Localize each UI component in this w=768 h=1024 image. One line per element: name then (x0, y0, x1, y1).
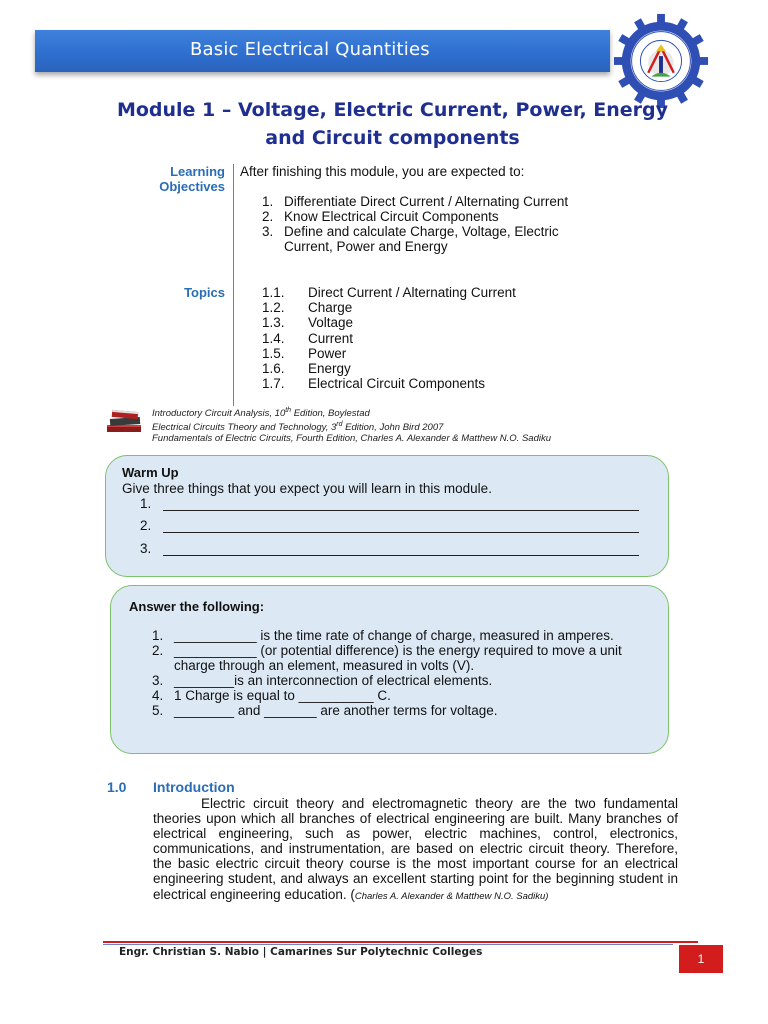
module-title (100, 96, 685, 152)
footer-rule-secondary (103, 944, 673, 945)
reference-item: Fundamentals of Electric Circuits, Fourth Edition, Charles A. Alexander & Matthew N.O. Sadiku (152, 433, 551, 445)
warm-up-answer-line[interactable]: 2. (140, 518, 639, 533)
list-item: 1.3. Voltage (262, 315, 354, 331)
module-title-line2: and Circuit components (265, 127, 520, 149)
warm-up-answer-line[interactable]: 3. (140, 541, 639, 556)
question-item: 1. ___________ is the time rate of change of charge, measured in amperes. (152, 628, 614, 643)
warm-up-box (105, 455, 669, 577)
topics-list (262, 285, 516, 391)
question-item: 2. ___________ (or potential difference) is the energy required to move a unit charge through an element, measured in volts (V). (152, 643, 622, 673)
objectives-list (262, 194, 622, 254)
footer-school: Camarines Sur Polytechnic Colleges (270, 946, 483, 958)
warm-up-title: Warm Up (122, 465, 179, 480)
section-number: 1.0 (107, 779, 127, 795)
question-item: 4. 1 Charge is equal to __________ C. (152, 688, 391, 703)
references (152, 405, 551, 444)
list-item: 1. Differentiate Direct Current / Alternating Current (262, 194, 569, 209)
list-item: 1.2. Charge (262, 300, 353, 316)
list-item: 1.5. Power (262, 345, 347, 361)
answer-list (152, 628, 652, 718)
topics-label: Topics (184, 285, 225, 300)
header-banner (35, 30, 610, 72)
footer-credit (119, 946, 482, 958)
section-divider (233, 164, 234, 406)
answer-title: Answer the following: (129, 599, 265, 614)
answer-box (110, 585, 669, 754)
banner-title: Basic Electrical Quantities (190, 39, 430, 60)
list-item: 1.7. Electrical Circuit Components (262, 376, 486, 392)
list-item: 3. Define and calculate Charge, Voltage, Electric Current, Power and Energy (262, 224, 559, 254)
question-item: 3. ________is an interconnection of electrical elements. (152, 673, 493, 688)
list-item: 2. Know Electrical Circuit Components (262, 209, 499, 224)
section-title: Introduction (153, 779, 235, 795)
objectives-intro: After finishing this module, you are expected to: (240, 164, 525, 179)
module-title-line1: Module 1 – Voltage, Electric Current, Power, Energy (116, 99, 669, 121)
list-item: 1.4. Current (262, 330, 354, 346)
warm-up-answer-line[interactable]: 1. (140, 496, 639, 511)
reference-item: Electrical Circuits Theory and Technology, 3rd Edition, John Bird 2007 (152, 421, 444, 434)
footer-rule (103, 941, 698, 943)
warm-up-prompt: Give three things that you expect you will learn in this module. (122, 481, 492, 496)
list-item: 1.1. Direct Current / Alternating Current (262, 285, 516, 300)
question-item: 5. ________ and _______ are another terms for voltage. (152, 703, 498, 718)
introduction-citation: Charles A. Alexander & Matthew N.O. Sadiku) (354, 890, 549, 902)
page-number: 1 (679, 945, 723, 973)
reference-item: Introductory Circuit Analysis, 10th Edition, Boylestad (152, 407, 370, 420)
books-icon (104, 405, 144, 435)
objectives-label: Learning Objectives (159, 164, 225, 194)
footer-author: Engr. Christian S. Nabio (119, 946, 259, 958)
introduction-body: Electric circuit theory and electromagnetic theory are the two fundamental theories upon which all branches of electrical engineering are built. Many branches of electrical engineering, such as power, electric machines, control, electronics, communications, and instrumentation, are based on electric circuit theory. Therefore, the basic electric circuit theory course is the most important course for an electrical engineering student, and always an excellent starting point for the beginning student in electrical engineering education. (Charles A. Alexander & Matthew N.O. Sadiku) (153, 796, 678, 902)
footer-separator: | (262, 946, 267, 958)
list-item: 1.6. Energy (262, 360, 351, 376)
